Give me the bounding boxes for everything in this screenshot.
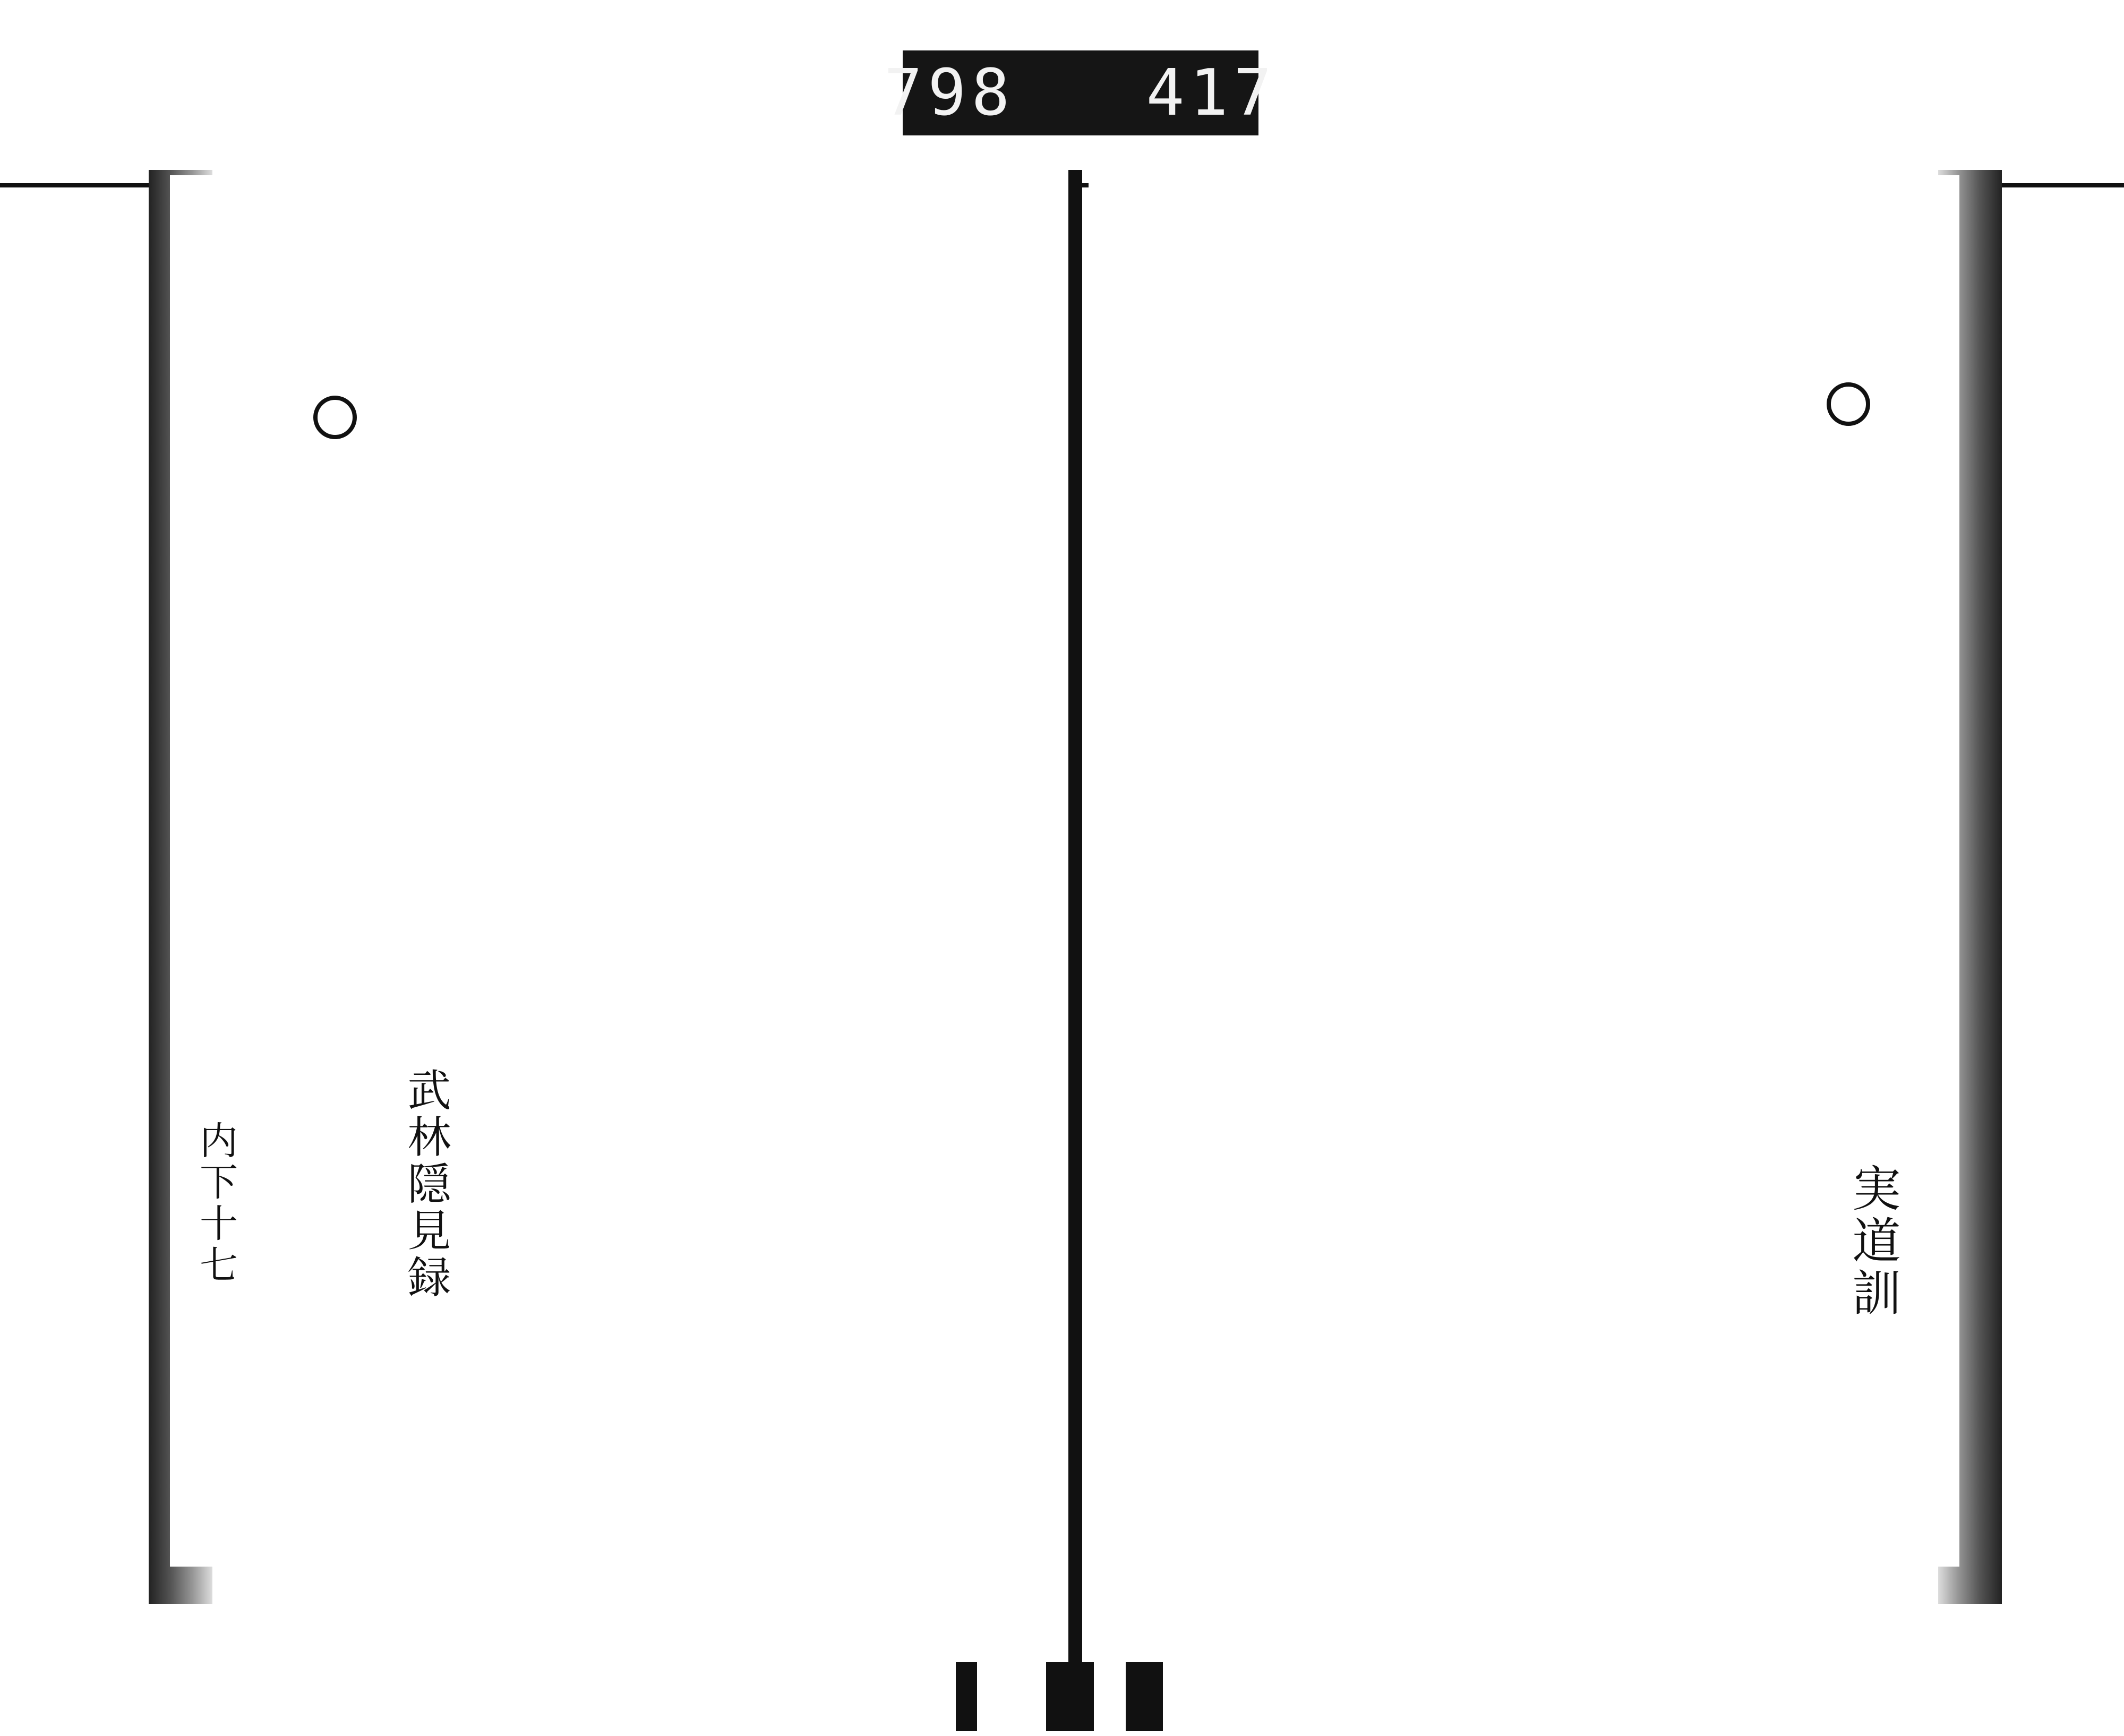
section-circle-marker	[1827, 382, 1870, 426]
section-circle-marker	[313, 396, 357, 439]
binding-strip	[1126, 1662, 1163, 1731]
source-title: 武林隠見録	[400, 1067, 451, 1301]
page-number: 内下十七	[193, 1121, 238, 1286]
right-page	[1089, 175, 1959, 1567]
catalog-label-left: 798	[884, 56, 1015, 130]
right-page-heading: 実道訓	[1844, 1163, 1901, 1319]
binding-strip	[1046, 1662, 1094, 1731]
binding-strip	[956, 1662, 977, 1731]
left-page	[170, 175, 1073, 1567]
catalog-label-right: 417	[1146, 56, 1278, 130]
catalog-label	[884, 50, 1278, 135]
book-gutter	[1068, 170, 1082, 1694]
